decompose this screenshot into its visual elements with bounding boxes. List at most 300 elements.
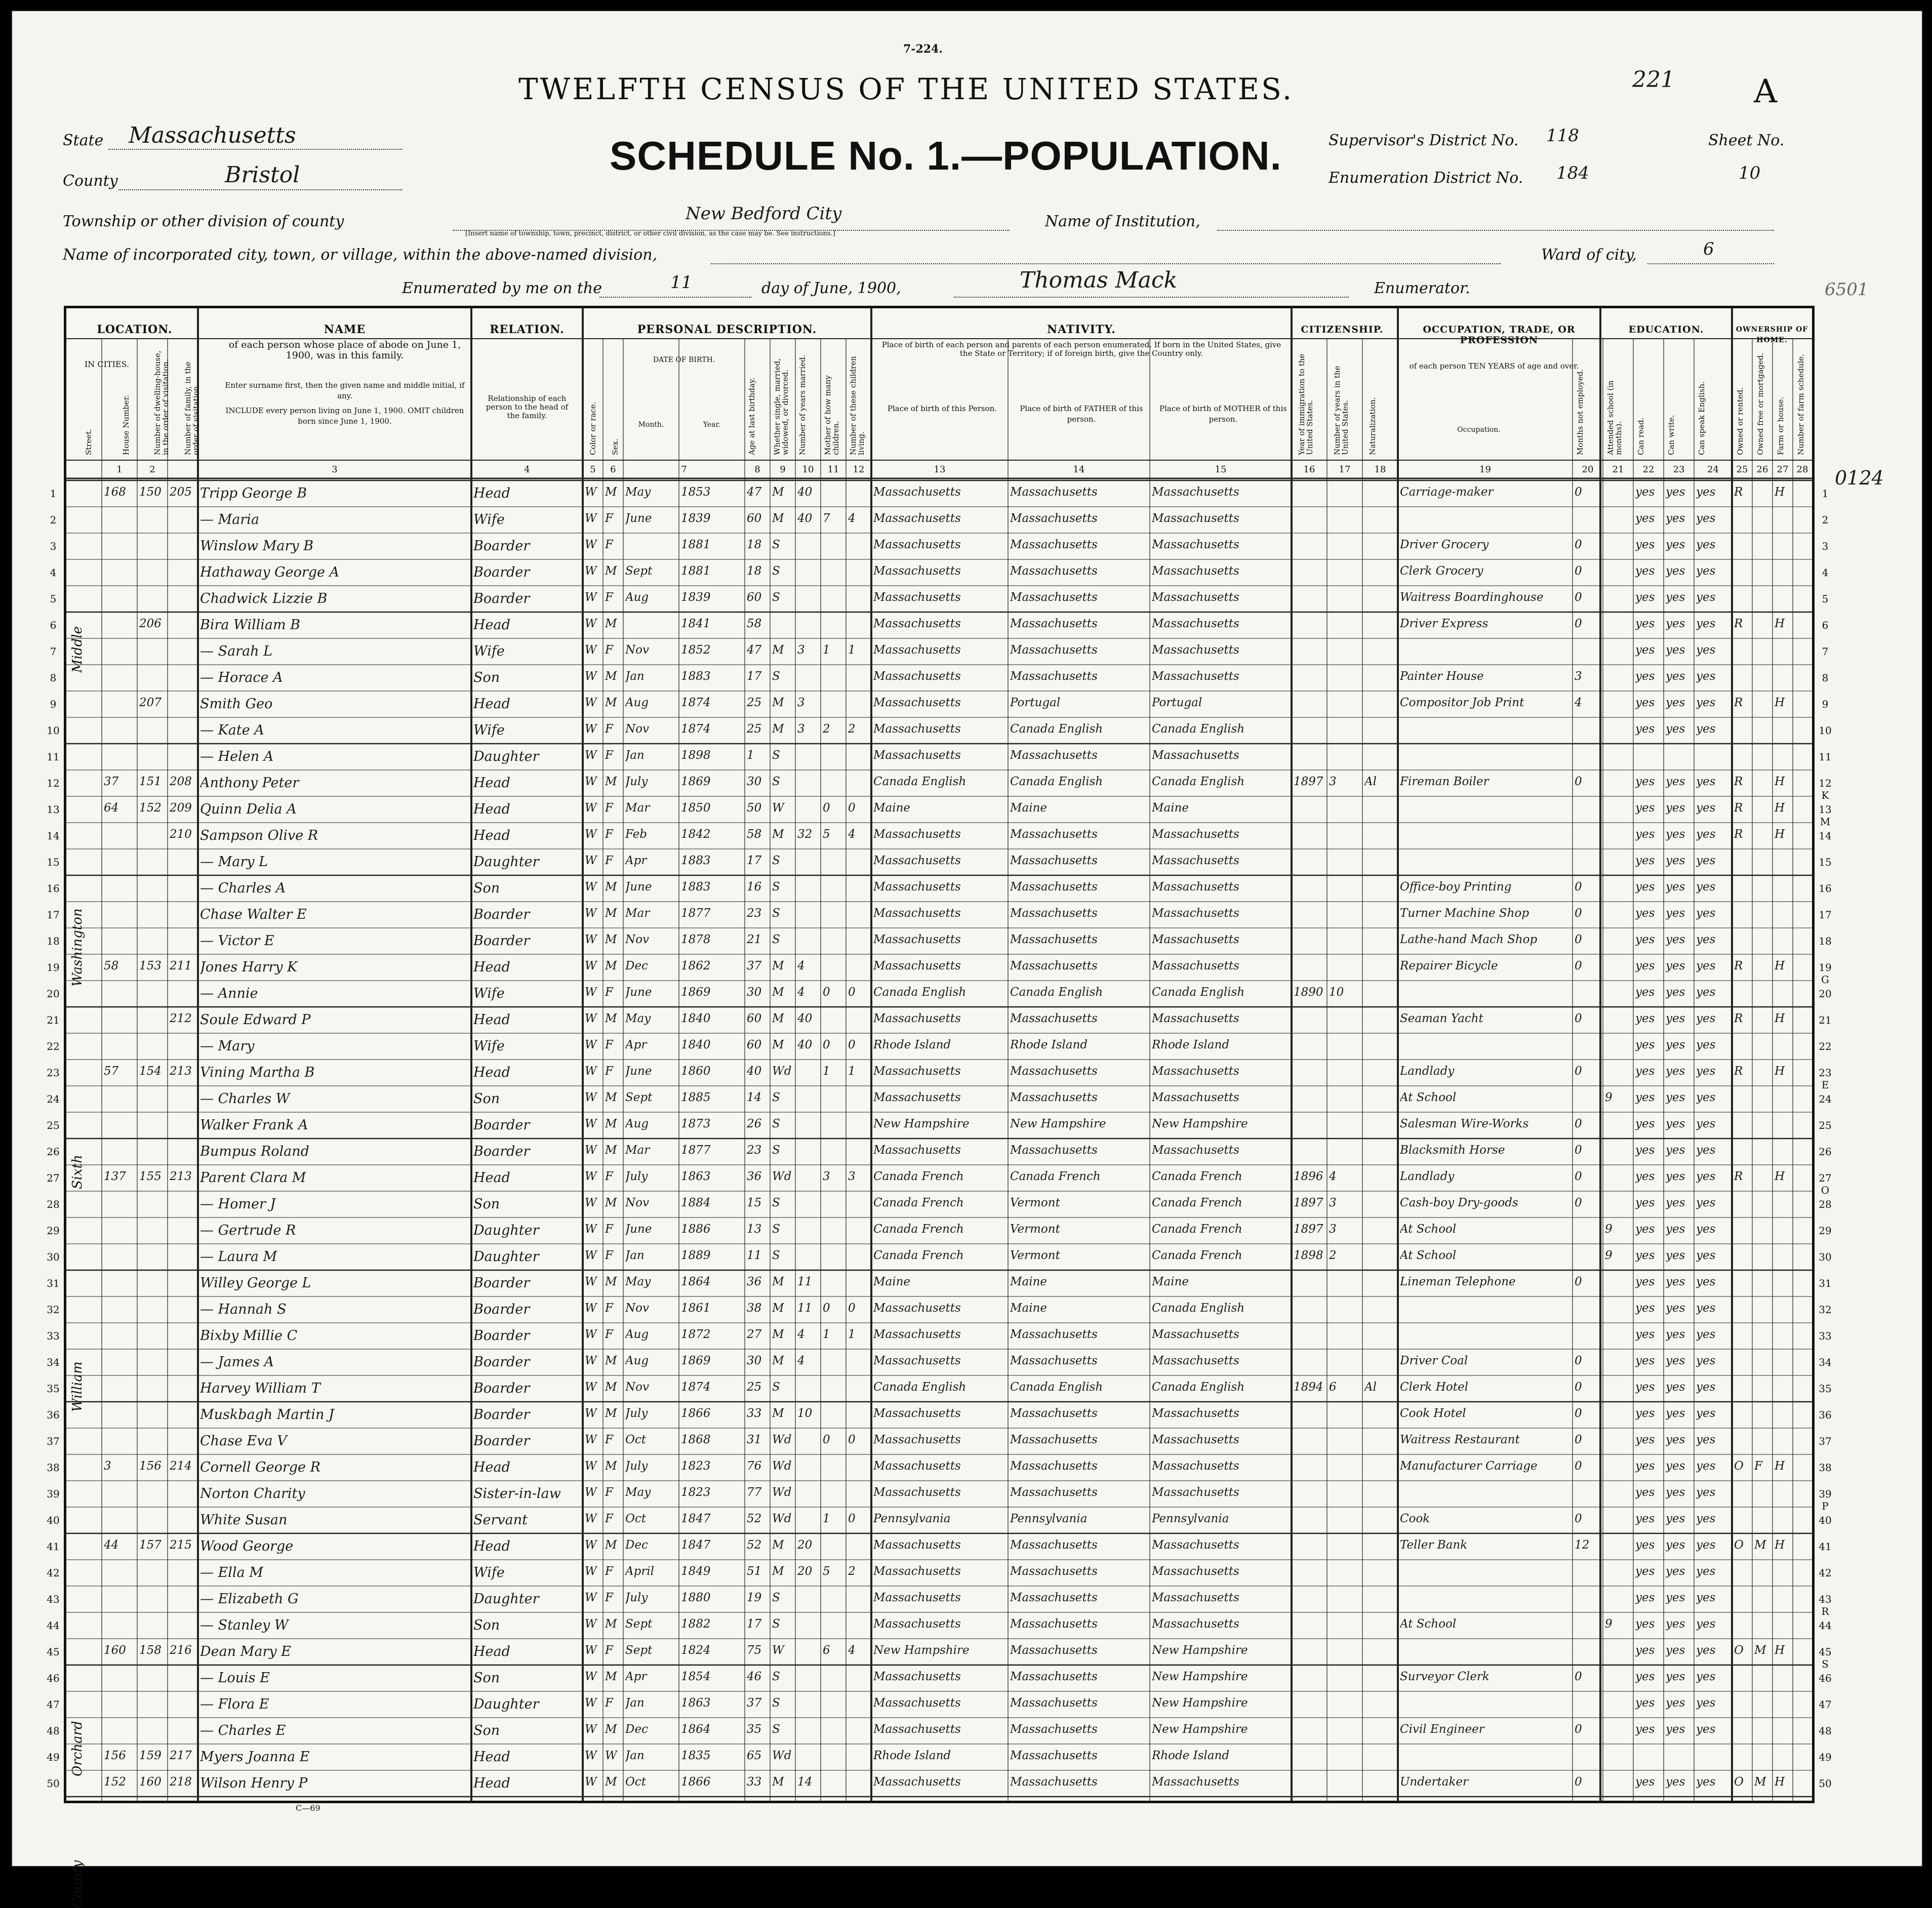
relation: Boarder bbox=[473, 1354, 530, 1370]
color: W bbox=[585, 564, 597, 578]
color: W bbox=[585, 1275, 597, 1288]
mother-of: 7 bbox=[823, 512, 830, 525]
owned-rented: R bbox=[1734, 1065, 1743, 1078]
relation: Boarder bbox=[473, 1275, 530, 1291]
relation: Head bbox=[473, 828, 510, 843]
birthplace-person: Massachusetts bbox=[873, 1302, 961, 1315]
age: 30 bbox=[747, 775, 762, 788]
row-number: 21 bbox=[47, 1014, 60, 1026]
header-citizenship: CITIZENSHIP. bbox=[1301, 324, 1384, 335]
can-speak-english: yes bbox=[1696, 1012, 1716, 1025]
birthplace-person: Massachusetts bbox=[873, 1670, 961, 1683]
relation: Boarder bbox=[473, 591, 530, 606]
birthplace-father: Massachusetts bbox=[1010, 1565, 1098, 1578]
naturalization: Al bbox=[1364, 1381, 1377, 1394]
family-number: 215 bbox=[170, 1538, 192, 1552]
census-sheet bbox=[11, 10, 1923, 1908]
enumerator-label: Enumerator. bbox=[1374, 279, 1470, 297]
sex: M bbox=[605, 1459, 617, 1473]
months-unemployed: 0 bbox=[1575, 1117, 1582, 1130]
can-speak-english: yes bbox=[1696, 1196, 1716, 1209]
birthplace-person: Massachusetts bbox=[873, 749, 961, 762]
person-name: Myers Joanna E bbox=[200, 1749, 310, 1765]
can-read: yes bbox=[1635, 854, 1655, 867]
sex: M bbox=[605, 1196, 617, 1209]
can-speak-english: yes bbox=[1696, 959, 1716, 972]
header-pob-mother: Place of birth of MOTHER of this person. bbox=[1159, 404, 1287, 424]
owned-rented: R bbox=[1734, 828, 1743, 841]
relation: Boarder bbox=[473, 1144, 530, 1159]
age: 26 bbox=[747, 1117, 762, 1130]
sheet-letter: A bbox=[1754, 73, 1778, 110]
supervisor-district-value: 118 bbox=[1546, 126, 1579, 146]
street-note: County bbox=[70, 1860, 85, 1908]
header-pob-person: Place of birth of this Person. bbox=[887, 404, 997, 413]
relation: Wife bbox=[473, 986, 505, 1001]
vheader-years-married: Number of years married. bbox=[798, 354, 807, 455]
row-number: 2 bbox=[50, 514, 57, 526]
row-number-right: 7 bbox=[1822, 645, 1829, 658]
row-number-right: 44 bbox=[1819, 1619, 1832, 1632]
relation: Son bbox=[473, 1091, 500, 1107]
birthplace-father: Massachusetts bbox=[1010, 591, 1098, 604]
birthplace-mother: Canada French bbox=[1152, 1196, 1242, 1209]
family-number: 212 bbox=[170, 1012, 192, 1025]
occupation: Undertaker bbox=[1400, 1775, 1469, 1789]
birth-year: 1824 bbox=[681, 1644, 711, 1657]
age: 60 bbox=[747, 512, 762, 525]
occupation: At School bbox=[1400, 1617, 1457, 1631]
age: 51 bbox=[747, 1565, 762, 1578]
free-mortgaged: M bbox=[1754, 1775, 1766, 1789]
person-name: Soule Edward P bbox=[200, 1012, 311, 1028]
relation: Boarder bbox=[473, 1381, 530, 1396]
months-unemployed: 0 bbox=[1575, 591, 1582, 604]
years-married: 3 bbox=[797, 696, 805, 709]
occupation: At School bbox=[1400, 1223, 1457, 1236]
vheader-naturalization: Naturalization. bbox=[1368, 397, 1377, 455]
birth-month: Jan bbox=[625, 1696, 645, 1710]
age: 18 bbox=[747, 564, 762, 578]
vheader-can-speak: Can speak English. bbox=[1697, 381, 1706, 455]
vheader-schedule: Number of farm schedule. bbox=[1796, 354, 1805, 455]
birthplace-person: Massachusetts bbox=[873, 1144, 961, 1157]
birth-year: 1883 bbox=[681, 854, 711, 867]
can-read: yes bbox=[1635, 722, 1655, 736]
marital-status: S bbox=[772, 538, 780, 551]
birthplace-father: Canada French bbox=[1010, 1170, 1101, 1183]
color: W bbox=[585, 722, 597, 736]
sex: F bbox=[605, 643, 613, 657]
person-name: Walker Frank A bbox=[200, 1117, 308, 1133]
mother-of: 1 bbox=[823, 643, 830, 657]
column-number: 17 bbox=[1339, 464, 1351, 475]
years-married: 11 bbox=[797, 1302, 813, 1315]
can-speak-english: yes bbox=[1696, 907, 1716, 920]
can-speak-english: yes bbox=[1696, 933, 1716, 946]
person-name: Cornell George R bbox=[200, 1459, 320, 1475]
sex: M bbox=[605, 1117, 617, 1130]
months-unemployed: 4 bbox=[1575, 696, 1582, 709]
birth-year: 1839 bbox=[681, 512, 711, 525]
can-speak-english: yes bbox=[1696, 801, 1716, 815]
column-number: 18 bbox=[1374, 464, 1386, 475]
person-name: Sampson Olive R bbox=[200, 828, 318, 843]
sex: M bbox=[605, 775, 617, 788]
person-name: Anthony Peter bbox=[200, 775, 299, 791]
header-occupation-col: Occupation. bbox=[1457, 426, 1501, 434]
column-number: 24 bbox=[1707, 464, 1719, 475]
row-number-right: 40 bbox=[1819, 1514, 1832, 1526]
header-name: NAME bbox=[324, 323, 366, 336]
color: W bbox=[585, 1170, 597, 1183]
can-read: yes bbox=[1635, 801, 1655, 815]
age: 52 bbox=[747, 1512, 762, 1525]
birthplace-person: Massachusetts bbox=[873, 670, 961, 683]
months-unemployed: 0 bbox=[1575, 1459, 1582, 1473]
column-number: 23 bbox=[1673, 464, 1685, 475]
sex: M bbox=[605, 1538, 617, 1552]
row-number: 47 bbox=[47, 1698, 60, 1711]
marital-status: S bbox=[772, 1196, 780, 1209]
owned-rented: R bbox=[1734, 1012, 1743, 1025]
free-mortgaged: F bbox=[1754, 1459, 1762, 1473]
vheader-free: Owned free or mortgaged. bbox=[1756, 352, 1765, 455]
marital-status: M bbox=[772, 1407, 784, 1420]
birth-month: Aug bbox=[625, 591, 649, 604]
children-living: 3 bbox=[848, 1170, 856, 1183]
stamp-number: 6501 bbox=[1825, 279, 1869, 300]
row-number: 6 bbox=[50, 619, 57, 631]
relation: Head bbox=[473, 1459, 510, 1475]
birthplace-mother: Massachusetts bbox=[1152, 643, 1239, 657]
years-married: 11 bbox=[797, 1275, 813, 1288]
can-write: yes bbox=[1666, 1670, 1685, 1683]
can-speak-english: yes bbox=[1696, 1723, 1716, 1736]
county-label: County bbox=[63, 172, 118, 190]
state-value: Massachusetts bbox=[129, 123, 296, 148]
can-write: yes bbox=[1666, 880, 1685, 894]
birthplace-mother: Massachusetts bbox=[1152, 512, 1239, 525]
birthplace-mother: New Hampshire bbox=[1152, 1117, 1248, 1130]
relation: Head bbox=[473, 959, 510, 975]
schedule-title: SCHEDULE No. 1.—POPULATION. bbox=[610, 133, 1282, 178]
sex: F bbox=[605, 1644, 613, 1657]
can-speak-english: yes bbox=[1696, 485, 1716, 499]
birthplace-person: Canada English bbox=[873, 1381, 967, 1394]
color: W bbox=[585, 880, 597, 894]
birthplace-mother: Canada English bbox=[1152, 775, 1245, 788]
can-read: yes bbox=[1635, 696, 1655, 709]
person-name: Smith Geo bbox=[200, 696, 273, 712]
months-unemployed: 12 bbox=[1575, 1538, 1590, 1552]
years-married: 32 bbox=[797, 828, 813, 841]
relation: Boarder bbox=[473, 933, 530, 949]
birth-month: May bbox=[625, 1012, 651, 1025]
birth-month: May bbox=[625, 1486, 651, 1499]
can-write: yes bbox=[1666, 1144, 1685, 1157]
years-in-us: 2 bbox=[1329, 1249, 1337, 1262]
year-immigration: 1890 bbox=[1294, 986, 1323, 999]
relation: Boarder bbox=[473, 907, 530, 922]
birthplace-person: Canada French bbox=[873, 1223, 964, 1236]
sex: F bbox=[605, 1223, 613, 1236]
can-speak-english: yes bbox=[1696, 1538, 1716, 1552]
can-write: yes bbox=[1666, 1775, 1685, 1789]
color: W bbox=[585, 1723, 597, 1736]
mother-of: 0 bbox=[823, 1038, 830, 1051]
naturalization: Al bbox=[1364, 775, 1377, 788]
person-name: — Helen A bbox=[200, 749, 274, 764]
family-number: 213 bbox=[170, 1170, 192, 1183]
birthplace-mother: Massachusetts bbox=[1152, 1486, 1239, 1499]
sex: M bbox=[605, 485, 617, 499]
birth-month: Jan bbox=[625, 1249, 645, 1262]
birth-month: May bbox=[625, 485, 651, 499]
sex: M bbox=[605, 1012, 617, 1025]
column-number: 15 bbox=[1215, 464, 1227, 475]
row-number-right: 17 bbox=[1819, 909, 1832, 921]
sex: W bbox=[605, 1749, 617, 1762]
family-number: 214 bbox=[170, 1459, 192, 1473]
birthplace-father: Massachusetts bbox=[1010, 1538, 1098, 1552]
age: 47 bbox=[747, 485, 762, 499]
birthplace-person: Massachusetts bbox=[873, 1591, 961, 1604]
street-note: Washington bbox=[70, 908, 85, 987]
marital-status: S bbox=[772, 1617, 780, 1631]
can-speak-english: yes bbox=[1696, 1223, 1716, 1236]
can-read: yes bbox=[1635, 1354, 1655, 1367]
header-name-instr2: INCLUDE every person living on June 1, 1900. OMIT children born since June 1, 1900. bbox=[225, 406, 464, 426]
marital-status: M bbox=[772, 1038, 784, 1051]
can-write: yes bbox=[1666, 1170, 1685, 1183]
birth-year: 1853 bbox=[681, 485, 711, 499]
column-number: 10 bbox=[802, 464, 814, 475]
occupation: Turner Machine Shop bbox=[1400, 907, 1530, 920]
row-number-right: 25 bbox=[1819, 1119, 1832, 1131]
person-name: Chase Eva V bbox=[200, 1433, 287, 1449]
row-number-right: 22 bbox=[1819, 1040, 1832, 1052]
can-speak-english: yes bbox=[1696, 1170, 1716, 1183]
birth-year: 1889 bbox=[681, 1249, 711, 1262]
age: 13 bbox=[747, 1223, 762, 1236]
years-married: 40 bbox=[797, 485, 813, 499]
can-read: yes bbox=[1635, 1196, 1655, 1209]
can-write: yes bbox=[1666, 1459, 1685, 1473]
header-education: EDUCATION. bbox=[1628, 324, 1704, 335]
birthplace-father: Massachusetts bbox=[1010, 854, 1098, 867]
months-unemployed: 0 bbox=[1575, 485, 1582, 499]
can-write: yes bbox=[1666, 775, 1685, 788]
birthplace-person: Canada French bbox=[873, 1170, 964, 1183]
color: W bbox=[585, 986, 597, 999]
row-number-right: 31 bbox=[1819, 1277, 1832, 1289]
birth-year: 1863 bbox=[681, 1696, 711, 1710]
age: 25 bbox=[747, 722, 762, 736]
sex: F bbox=[605, 1591, 613, 1604]
street-note: Middle bbox=[70, 626, 85, 673]
birth-month: Mar bbox=[625, 907, 650, 920]
age: 27 bbox=[747, 1328, 762, 1341]
birthplace-father: Canada English bbox=[1010, 722, 1103, 736]
can-read: yes bbox=[1635, 1591, 1655, 1604]
occupation: Carriage-maker bbox=[1400, 485, 1494, 499]
enumeration-district-label: Enumeration District No. bbox=[1329, 169, 1523, 187]
relation: Head bbox=[473, 1538, 510, 1554]
can-read: yes bbox=[1635, 1775, 1655, 1789]
age: 17 bbox=[747, 1617, 762, 1631]
years-married: 40 bbox=[797, 1038, 813, 1051]
birth-year: 1847 bbox=[681, 1538, 711, 1552]
can-read: yes bbox=[1635, 1328, 1655, 1341]
can-read: yes bbox=[1635, 1012, 1655, 1025]
occupation: Cook Hotel bbox=[1400, 1407, 1466, 1420]
can-speak-english: yes bbox=[1696, 1433, 1716, 1446]
can-write: yes bbox=[1666, 1196, 1685, 1209]
owned-rented: O bbox=[1734, 1459, 1744, 1473]
birthplace-person: Pennsylvania bbox=[873, 1512, 951, 1525]
can-read: yes bbox=[1635, 1538, 1655, 1552]
relation: Son bbox=[473, 1670, 500, 1686]
children-living: 2 bbox=[848, 722, 856, 736]
header-location: LOCATION. bbox=[97, 323, 173, 336]
birthplace-father: Maine bbox=[1010, 801, 1048, 815]
can-write: yes bbox=[1666, 986, 1685, 999]
marital-status: W bbox=[772, 801, 784, 815]
can-read: yes bbox=[1635, 1512, 1655, 1525]
mother-of: 1 bbox=[823, 1512, 830, 1525]
row-number: 38 bbox=[47, 1462, 60, 1474]
vheader-can-read: Can read. bbox=[1636, 417, 1645, 455]
birthplace-father: Massachusetts bbox=[1010, 1091, 1098, 1104]
family-number: 216 bbox=[170, 1644, 192, 1657]
can-speak-english: yes bbox=[1696, 1275, 1716, 1288]
can-write: yes bbox=[1666, 1644, 1685, 1657]
birth-month: Nov bbox=[625, 1302, 649, 1315]
birthplace-father: Massachusetts bbox=[1010, 1065, 1098, 1078]
years-married: 14 bbox=[797, 1775, 813, 1789]
house-number: 137 bbox=[104, 1170, 126, 1183]
row-number: 46 bbox=[47, 1672, 60, 1684]
birthplace-mother: Massachusetts bbox=[1152, 670, 1239, 683]
birth-month: Aug bbox=[625, 1117, 649, 1130]
can-write: yes bbox=[1666, 933, 1685, 946]
birth-year: 1881 bbox=[681, 538, 711, 551]
farm-house: H bbox=[1775, 1170, 1785, 1183]
dwelling-number: 206 bbox=[139, 617, 162, 630]
row-number-right: 5 bbox=[1822, 593, 1829, 605]
person-name: Wood George bbox=[200, 1538, 294, 1554]
birthplace-father: Maine bbox=[1010, 1302, 1048, 1315]
age: 18 bbox=[747, 538, 762, 551]
birthplace-mother: Massachusetts bbox=[1152, 907, 1239, 920]
form-title: TWELFTH CENSUS OF THE UNITED STATES. bbox=[518, 72, 1294, 106]
children-living: 0 bbox=[848, 801, 856, 815]
can-speak-english: yes bbox=[1696, 775, 1716, 788]
row-number-right: 46 bbox=[1819, 1672, 1832, 1684]
mother-of: 0 bbox=[823, 1302, 830, 1315]
birth-year: 1869 bbox=[681, 1354, 711, 1367]
township-value: New Bedford City bbox=[686, 204, 842, 224]
person-name: — Sarah L bbox=[200, 643, 273, 659]
row-number-right: 49 bbox=[1819, 1751, 1832, 1763]
color: W bbox=[585, 670, 597, 683]
age: 33 bbox=[747, 1775, 762, 1789]
color: W bbox=[585, 933, 597, 946]
color: W bbox=[585, 907, 597, 920]
birthplace-father: Massachusetts bbox=[1010, 1591, 1098, 1604]
marital-status: Wd bbox=[772, 1433, 792, 1446]
birthplace-mother: New Hampshire bbox=[1152, 1723, 1248, 1736]
row-number-right: 9 bbox=[1822, 698, 1829, 710]
can-read: yes bbox=[1635, 1275, 1655, 1288]
row-number-right: 3 bbox=[1822, 540, 1829, 552]
birthplace-father: Canada English bbox=[1010, 775, 1103, 788]
age: 76 bbox=[747, 1459, 762, 1473]
months-unemployed: 0 bbox=[1575, 1275, 1582, 1288]
mother-of: 5 bbox=[823, 828, 830, 841]
sex: M bbox=[605, 1723, 617, 1736]
row-number-right: 16 bbox=[1819, 882, 1832, 895]
birth-year: 1861 bbox=[681, 1302, 711, 1315]
can-speak-english: yes bbox=[1696, 564, 1716, 578]
color: W bbox=[585, 1538, 597, 1552]
marital-status: S bbox=[772, 907, 780, 920]
sex: M bbox=[605, 1407, 617, 1420]
birthplace-father: Massachusetts bbox=[1010, 1012, 1098, 1025]
farm-house: H bbox=[1775, 775, 1785, 788]
can-read: yes bbox=[1635, 1617, 1655, 1631]
relation: Boarder bbox=[473, 1328, 530, 1344]
institution-label: Name of Institution, bbox=[1045, 213, 1200, 230]
header-name-instr: Enter surname first, then the given name and middle initial, if any. bbox=[225, 381, 465, 400]
person-name: Harvey William T bbox=[200, 1381, 320, 1396]
relation: Head bbox=[473, 696, 510, 712]
occupation: At School bbox=[1400, 1091, 1457, 1104]
sex: M bbox=[605, 907, 617, 920]
color: W bbox=[585, 617, 597, 630]
birth-month: Jan bbox=[625, 749, 645, 762]
birthplace-father: Massachusetts bbox=[1010, 1486, 1098, 1499]
can-read: yes bbox=[1635, 1302, 1655, 1315]
marital-status: M bbox=[772, 828, 784, 841]
children-living: 0 bbox=[848, 986, 856, 999]
months-unemployed: 0 bbox=[1575, 1012, 1582, 1025]
sex: M bbox=[605, 880, 617, 894]
birthplace-person: Massachusetts bbox=[873, 512, 961, 525]
house-number: 44 bbox=[104, 1538, 119, 1552]
birthplace-mother: Massachusetts bbox=[1152, 1538, 1239, 1552]
header-year: Year. bbox=[703, 421, 721, 429]
age: 77 bbox=[747, 1486, 762, 1499]
can-write: yes bbox=[1666, 1538, 1685, 1552]
sex: M bbox=[605, 959, 617, 972]
years-married: 10 bbox=[797, 1407, 813, 1420]
sex: M bbox=[605, 933, 617, 946]
column-number: 19 bbox=[1479, 464, 1491, 475]
can-read: yes bbox=[1635, 670, 1655, 683]
enumerator-name: Thomas Mack bbox=[1020, 267, 1178, 293]
birth-month: Aug bbox=[625, 1328, 649, 1341]
person-name: — Elizabeth G bbox=[200, 1591, 299, 1607]
person-name: — Charles E bbox=[200, 1723, 286, 1738]
enumerated-label: Enumerated by me on the bbox=[402, 279, 602, 297]
person-name: — Flora E bbox=[200, 1696, 269, 1712]
age: 16 bbox=[747, 880, 762, 894]
birth-month: Nov bbox=[625, 643, 649, 657]
owned-rented: R bbox=[1734, 1170, 1743, 1183]
occupation: At School bbox=[1400, 1249, 1457, 1262]
